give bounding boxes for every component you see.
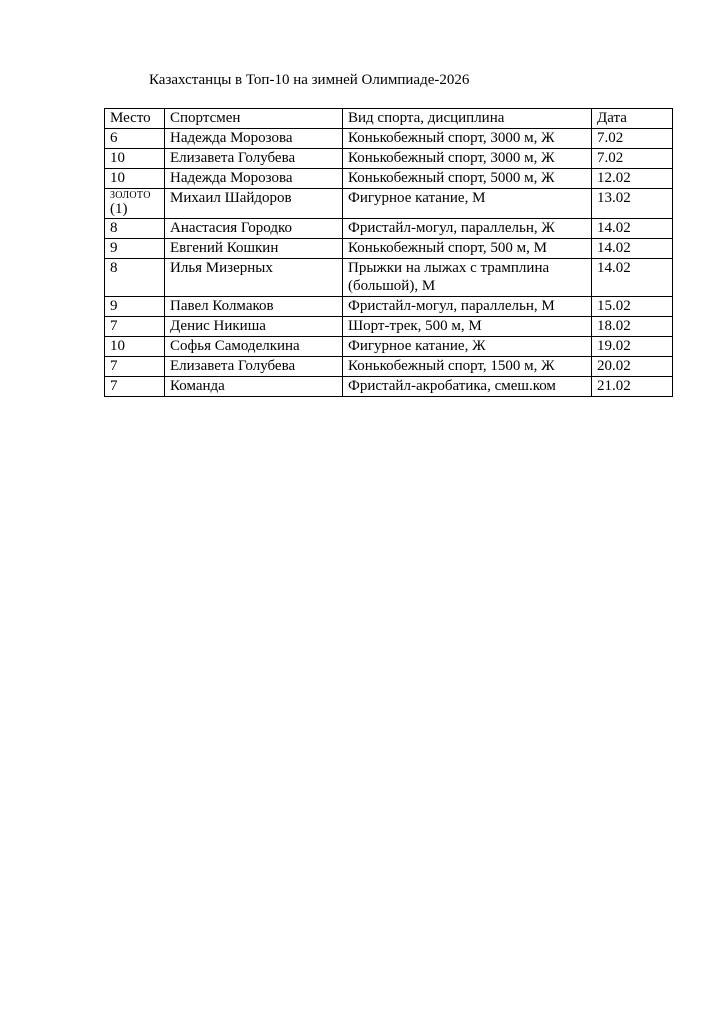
cell-date: 13.02 bbox=[592, 189, 673, 219]
cell-athlete: Евгений Кошкин bbox=[165, 239, 343, 259]
cell-date: 14.02 bbox=[592, 239, 673, 259]
cell-sport: Прыжки на лыжах с трамплина (большой), М bbox=[343, 259, 592, 297]
cell-date: 15.02 bbox=[592, 297, 673, 317]
cell-date: 14.02 bbox=[592, 259, 673, 297]
table-row bbox=[105, 129, 673, 149]
table-row bbox=[105, 297, 673, 317]
cell-place: 8 bbox=[105, 259, 165, 297]
cell-place: 6 bbox=[105, 129, 165, 149]
cell-sport: Фигурное катание, Ж bbox=[343, 337, 592, 357]
cell-sport: Конькобежный спорт, 3000 м, Ж bbox=[343, 129, 592, 149]
cell-date: 7.02 bbox=[592, 149, 673, 169]
table-row bbox=[105, 337, 673, 357]
cell-sport: Фигурное катание, М bbox=[343, 189, 592, 219]
cell-athlete: Денис Никиша bbox=[165, 317, 343, 337]
header-athlete: Спортсмен bbox=[165, 109, 343, 129]
cell-sport: Конькобежный спорт, 500 м, М bbox=[343, 239, 592, 259]
table-row bbox=[105, 149, 673, 169]
table-row bbox=[105, 239, 673, 259]
cell-place: 7 bbox=[105, 357, 165, 377]
cell-place: 9 bbox=[105, 239, 165, 259]
cell-date: 18.02 bbox=[592, 317, 673, 337]
cell-athlete: Павел Колмаков bbox=[165, 297, 343, 317]
cell-place: 10 bbox=[105, 149, 165, 169]
cell-place: 10 bbox=[105, 169, 165, 189]
table-header-row bbox=[105, 109, 673, 129]
cell-sport: Конькобежный спорт, 1500 м, Ж bbox=[343, 357, 592, 377]
gold-medal-label: ЗОЛОТО bbox=[110, 190, 151, 201]
cell-place: 10 bbox=[105, 337, 165, 357]
table-row bbox=[105, 259, 673, 297]
cell-athlete: Команда bbox=[165, 377, 343, 397]
cell-date: 21.02 bbox=[592, 377, 673, 397]
header-sport: Вид спорта, дисциплина bbox=[343, 109, 592, 129]
cell-place: 7 bbox=[105, 377, 165, 397]
table-row bbox=[105, 317, 673, 337]
table-row bbox=[105, 189, 673, 219]
header-date: Дата bbox=[592, 109, 673, 129]
cell-sport: Фристайл-могул, параллельн, М bbox=[343, 297, 592, 317]
cell-sport: Шорт-трек, 500 м, М bbox=[343, 317, 592, 337]
table-row bbox=[105, 377, 673, 397]
cell-place: 8 bbox=[105, 219, 165, 239]
cell-date: 14.02 bbox=[592, 219, 673, 239]
cell-date: 12.02 bbox=[592, 169, 673, 189]
cell-sport: Конькобежный спорт, 3000 м, Ж bbox=[343, 149, 592, 169]
gold-medal-rank: (1) bbox=[110, 201, 128, 217]
cell-athlete: Михаил Шайдоров bbox=[165, 189, 343, 219]
cell-athlete: Елизавета Голубева bbox=[165, 149, 343, 169]
cell-sport: Фристайл-могул, параллельн, Ж bbox=[343, 219, 592, 239]
results-table bbox=[104, 108, 673, 397]
table-row bbox=[105, 169, 673, 189]
cell-athlete: Елизавета Голубева bbox=[165, 357, 343, 377]
document-title: Казахстанцы в Топ-10 на зимней Олимпиаде-2026 bbox=[149, 72, 470, 88]
cell-place bbox=[105, 189, 165, 219]
cell-athlete: Надежда Морозова bbox=[165, 129, 343, 149]
cell-date: 7.02 bbox=[592, 129, 673, 149]
cell-place: 7 bbox=[105, 317, 165, 337]
table-row bbox=[105, 357, 673, 377]
cell-date: 20.02 bbox=[592, 357, 673, 377]
cell-athlete: Надежда Морозова bbox=[165, 169, 343, 189]
table-row bbox=[105, 219, 673, 239]
cell-sport: Конькобежный спорт, 5000 м, Ж bbox=[343, 169, 592, 189]
header-place: Место bbox=[105, 109, 165, 129]
cell-athlete: Анастасия Городко bbox=[165, 219, 343, 239]
cell-date: 19.02 bbox=[592, 337, 673, 357]
cell-athlete: Софья Самоделкина bbox=[165, 337, 343, 357]
cell-athlete: Илья Мизерных bbox=[165, 259, 343, 297]
cell-sport: Фристайл-акробатика, смеш.ком bbox=[343, 377, 592, 397]
cell-place: 9 bbox=[105, 297, 165, 317]
